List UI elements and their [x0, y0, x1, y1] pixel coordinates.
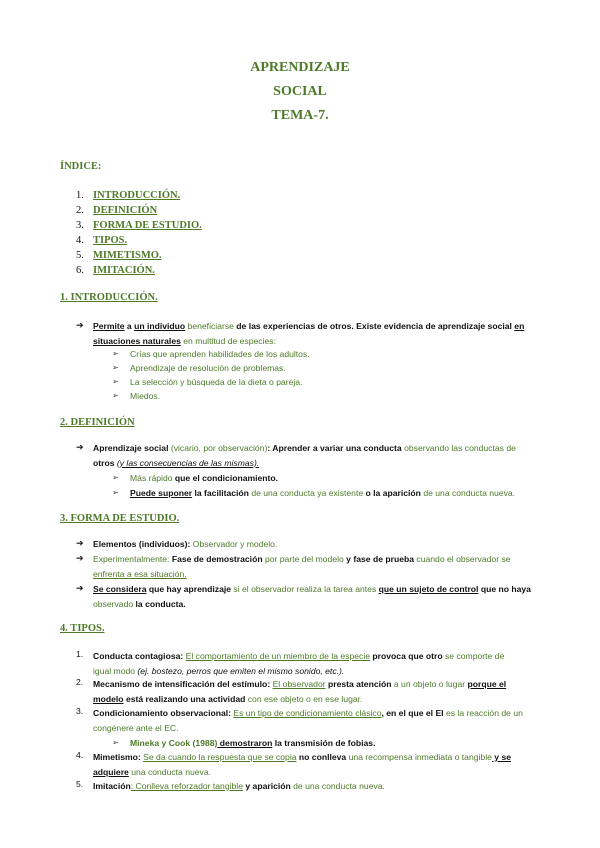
arrow-bullet-icon: ➔ [76, 538, 84, 548]
type-item-mimetismo: Mimetismo: Se da cuando la respuesta que se copia no conlleva una recompensa inmediata o tangible y se adquiere una conducta nueva. [93, 752, 512, 777]
triangle-bullet-icon: ➢ [112, 349, 119, 358]
triangle-bullet-icon: ➢ [112, 738, 119, 747]
index-item[interactable]: 6. IMITACIÓN. [76, 265, 155, 276]
section-heading-tipos: 4. TIPOS. [60, 623, 105, 634]
type-subitem-mineka-cook: Mineka y Cook (1988) demostraron la transmisión de fobias. [130, 738, 376, 748]
triangle-bullet-icon: ➢ [112, 473, 119, 482]
intro-bullet: La selección y búsqueda de la dieta o pareja. [130, 377, 303, 387]
triangle-bullet-icon: ➢ [112, 488, 119, 497]
doc-title-line-1: APRENDIZAJE [250, 60, 350, 75]
definition-bullet: Más rápido que el condicionamiento. [130, 473, 279, 483]
intro-bullet: Crías que aprenden habilidades de los adultos. [130, 349, 310, 359]
index-item[interactable]: 3. FORMA DE ESTUDIO. [76, 220, 202, 231]
section-heading-introduccion: 1. INTRODUCCIÓN. [60, 292, 158, 303]
study-elements: Elementos (individuos): Observador y modelo. [93, 539, 278, 549]
triangle-bullet-icon: ➢ [112, 363, 119, 372]
index-link[interactable]: INTRODUCCIÓN. [93, 190, 181, 201]
type-item-intensificacion: Mecanismo de intensificación del estímulo: El observador presta atención a un objeto o lugar porque el modelo está realizando una actividad con ese objeto o en ese lugar. [93, 679, 507, 704]
definition-paragraph: Aprendizaje social (vicario, por observación): Aprender a variar una conducta observando las conductas de otros (y las consecuencias de las mismas). [93, 443, 516, 468]
triangle-bullet-icon: ➢ [112, 391, 119, 400]
index-heading: ÍNDICE: [60, 161, 102, 172]
type-number: 2. [76, 677, 84, 687]
index-item[interactable]: 2. DEFINICIÓN [76, 205, 158, 216]
intro-bullet: Aprendizaje de resolución de problemas. [130, 363, 286, 373]
doc-title-line-3: TEMA-7. [271, 108, 329, 123]
arrow-bullet-icon: ➔ [76, 320, 84, 330]
arrow-bullet-icon: ➔ [76, 442, 84, 452]
section-heading-definicion: 2. DEFINICIÓN [60, 417, 135, 428]
index-link[interactable]: DEFINICIÓN [93, 205, 158, 216]
arrow-bullet-icon: ➔ [76, 583, 84, 593]
study-learning-criterion: Se considera que hay aprendizaje si el observador realiza la tarea antes que un sujeto de control que no haya observado la conducta. [93, 584, 531, 609]
intro-paragraph: Permite a un individuo beneficiarse de las experiencias de otros. Existe evidencia de aprendizaje social en situaciones naturales en multitud de especies: [93, 321, 525, 346]
definition-bullet: Puede suponer la facilitación de una conducta ya existente o la aparición de una conducta nueva. [130, 488, 516, 498]
type-number: 3. [76, 706, 84, 716]
index-list [76, 188, 202, 278]
index-link[interactable]: TIPOS. [93, 235, 128, 246]
index-item[interactable]: 1. INTRODUCCIÓN. [76, 190, 181, 201]
triangle-bullet-icon: ➢ [112, 377, 119, 386]
section-heading-forma-de-estudio: 3. FORMA DE ESTUDIO. [60, 513, 180, 524]
type-item-condicionamiento-observacional: Condicionamiento observacional: Es un tipo de condicionamiento clásico, en el que el EI es la reacción de un congénere ante el EC. [93, 708, 523, 733]
arrow-bullet-icon: ➔ [76, 553, 84, 563]
index-link[interactable]: IMITACIÓN. [93, 265, 155, 276]
index-link[interactable]: MIMETISMO. [93, 250, 162, 261]
index-item[interactable]: 4. TIPOS. [76, 235, 128, 246]
type-number: 1. [76, 649, 84, 659]
intro-bullet: Miedos. [130, 391, 161, 401]
type-number: 4. [76, 750, 84, 760]
doc-title-line-2: SOCIAL [273, 84, 327, 99]
index-item[interactable]: 5. MIMETISMO. [76, 250, 162, 261]
study-experimental: Experimentalmente: Fase de demostración por parte del modelo y fase de prueba cuando el observador se enfrenta a esa situación. [93, 554, 511, 579]
type-item-imitacion: Imitación: Conlleva reforzador tangible y aparición de una conducta nueva. [93, 781, 385, 791]
type-item-conducta-contagiosa: Conducta contagiosa: El comportamiento de un miembro de la especie provoca que otro se comporte de igual modo (ej. bostezo, perros que emiten el mismo sonido, etc.). [93, 651, 505, 676]
type-number: 5. [76, 779, 84, 789]
index-link[interactable]: FORMA DE ESTUDIO. [93, 220, 202, 231]
